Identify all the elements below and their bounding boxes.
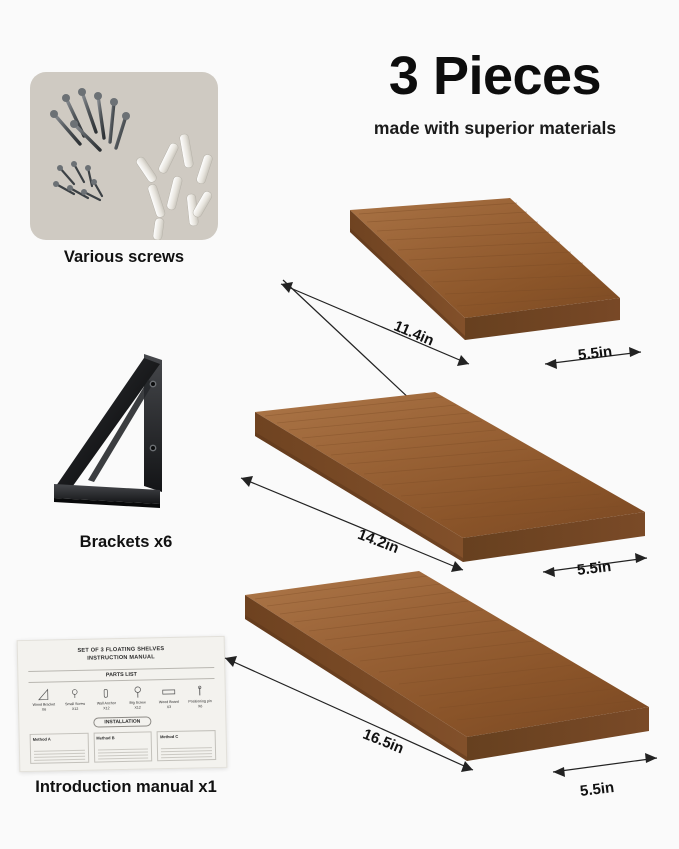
page-title: 3 Pieces [388,46,602,106]
caption-brackets: Brackets x6 [79,533,173,551]
method-lines [34,747,85,760]
manual-title-line1: SET OF 3 FLOATING SHELVES [77,646,165,654]
caption-screws: Various screws [63,248,185,266]
part-name: Wood Bracket [32,702,56,708]
part-qty: X3 [166,705,172,710]
part-icon-wood-board [154,684,184,701]
part-icon-wood-bracket [29,687,59,704]
shelf-medium-depth-label: 5.5in [576,557,613,580]
method-label: Method B [96,735,115,742]
manual-parts-title: PARTS LIST [28,667,214,683]
part-qty: X6 [197,704,203,709]
page-subtitle: made with superior materials [373,118,617,138]
method-lines [98,746,149,759]
part-name: Big Screw [129,700,146,706]
caption-manual: Introduction manual x1 [35,778,217,796]
part-name: Positioning pin [188,699,212,704]
manual-part [122,685,152,711]
method-label: Method C [159,734,179,740]
screws-illustration [30,72,218,240]
part-qty: X12 [71,706,79,712]
part-icon-small-screw [60,686,90,703]
part-qty: X12 [103,706,110,711]
manual-part [154,684,184,710]
manual-photo [17,636,228,772]
shelf-medium-length-label: 14.2in [355,525,402,558]
manual-method [30,733,89,764]
manual-install-label: INSTALLATION [93,716,151,728]
manual-page [17,636,228,772]
part-icon-big-screw [122,685,152,702]
manual-methods [30,731,217,765]
manual-parts-list [29,683,215,712]
bracket-photo [36,350,216,520]
shelf-large-depth-label: 5.5in [579,778,616,801]
part-name: Small Screw [65,702,86,707]
shelf-small-depth-label: 5.5in [577,342,614,365]
screws-photo [30,72,218,240]
bracket-illustration [36,350,216,520]
part-icon-wall-anchor [91,685,121,702]
part-qty: X6 [41,707,47,712]
shelf-small-length-label: 11.4in [391,317,437,350]
part-name: Wood Board [158,700,179,705]
manual-part [60,686,90,712]
shelf-large-length-label: 16.5in [360,725,407,758]
manual-part [91,685,121,711]
manual-title-line2: INSTRUCTION MANUAL [87,653,155,662]
manual-method [93,732,152,763]
manual-part [29,687,59,713]
part-name: Wall Anchor [96,701,116,706]
part-qty: X12 [134,705,141,710]
method-label: Method A [32,736,51,743]
